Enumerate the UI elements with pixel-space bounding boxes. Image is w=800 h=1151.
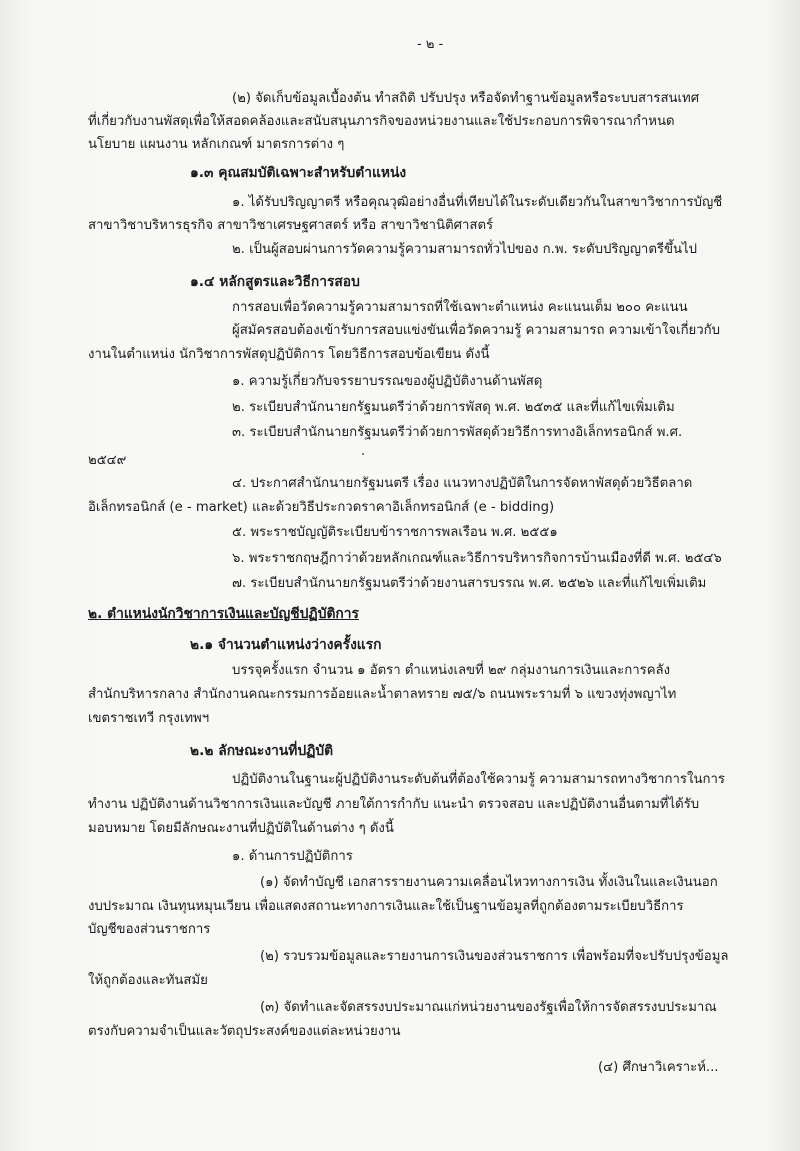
section-heading: ๒.๒ ลักษณะงานที่ปฏิบัติ: [190, 743, 334, 759]
text-line: ๓. ระเบียบสำนักนายกรัฐมนตรีว่าด้วยการพัสดุด้วยวิธีการทางอิเล็กทรอนิกส์ พ.ศ.: [232, 425, 683, 440]
text-line: ตรงกับความจำเป็นและวัตถุประสงค์ของแต่ละหน่วยงาน: [88, 1024, 401, 1039]
section-heading: ๑.๔ หลักสูตรและวิธีการสอบ: [190, 274, 360, 290]
text-line: ปฏิบัติงานในฐานะผู้ปฏิบัติงานระดับต้นที่ต้องใช้ความรู้ ความสามารถทางวิชาการในการ: [232, 772, 725, 787]
text-line: ๑. ความรู้เกี่ยวกับจรรยาบรรณของผู้ปฏิบัติงานด้านพัสดุ: [232, 374, 543, 389]
text-line: (๓) จัดทำและจัดสรรงบประมาณแก่หน่วยงานของรัฐเพื่อให้การจัดสรรงบประมาณ: [260, 1000, 717, 1015]
text-line: สาขาวิชาบริหารธุรกิจ สาขาวิชาเศรษฐศาสตร์ หรือ สาขาวิชานิติศาสตร์: [88, 218, 494, 233]
section-heading: ๑.๓ คุณสมบัติเฉพาะสำหรับตำแหน่ง: [190, 165, 407, 181]
text-line: ให้ถูกต้องและทันสมัย: [88, 973, 208, 988]
scan-speck: [362, 453, 364, 455]
text-line: ๒๕๔๙: [88, 453, 127, 468]
text-line: งบประมาณ เงินทุนหมุนเวียน เพื่อแสดงสถานะทางการเงินและใช้เป็นฐานข้อมูลที่ถูกต้องตามระเบียบวิธีการ: [88, 899, 684, 914]
text-line: (๒) จัดเก็บข้อมูลเบื้องต้น ทำสถิติ ปรับปรุง หรือจัดทำฐานข้อมูลหรือระบบสารสนเทศ: [232, 91, 700, 106]
text-line: ๒. ระเบียบสำนักนายกรัฐมนตรีว่าด้วยการพัสดุ พ.ศ. ๒๕๓๕ และที่แก้ไขเพิ่มเติม: [232, 400, 675, 415]
text-line: ๕. พระราชบัญญัติระเบียบข้าราชการพลเรือน พ.ศ. ๒๕๕๑: [232, 525, 558, 540]
text-line: บรรจุครั้งแรก จำนวน ๑ อัตรา ตำแหน่งเลขที่ ๒๙ กลุ่มงานการเงินและการคลัง: [232, 663, 671, 678]
text-line: (๑) จัดทำบัญชี เอกสารรายงานความเคลื่อนไหวทางการเงิน ทั้งเงินในและเงินนอก: [260, 875, 718, 890]
text-line: สำนักบริหารกลาง สำนักงานคณะกรรมการอ้อยและน้ำตาลทราย ๗๕/๖ ถนนพระรามที่ ๖ แขวงทุ่งพญาไท: [88, 687, 677, 702]
text-line: เขตราชเทวี กรุงเทพฯ: [88, 711, 210, 726]
text-line: (๒) รวบรวมข้อมูลและรายงานการเงินของส่วนราชการ เพื่อพร้อมที่จะปรับปรุงข้อมูล: [260, 949, 729, 964]
text-line: การสอบเพื่อวัดความรู้ความสามารถที่ใช้เฉพาะตำแหน่ง คะแนนเต็ม ๒๐๐ คะแนน: [232, 300, 688, 315]
text-line: ๔. ประกาศสำนักนายกรัฐมนตรี เรื่อง แนวทางปฏิบัติในการจัดหาพัสดุด้วยวิธีตลาด: [232, 476, 693, 491]
text-line: มอบหมาย โดยมีลักษณะงานที่ปฏิบัติในด้านต่าง ๆ ดังนี้: [88, 821, 394, 836]
text-line: ๑. ด้านการปฏิบัติการ: [232, 849, 353, 864]
text-line: บัญชีของส่วนราชการ: [88, 922, 211, 937]
text-line: นโยบาย แผนงาน หลักเกณฑ์ มาตรการต่าง ๆ: [88, 137, 345, 152]
text-line: ทำงาน ปฏิบัติงานด้านวิชาการเงินและบัญชี ภายใต้การกำกับ แนะนำ ตรวจสอบ และปฏิบัติงานอื่นตามที่ได้รับ: [88, 797, 700, 812]
continuation-text: (๔) ศึกษาวิเคราะห์...: [598, 1060, 719, 1075]
text-line: งานในตำแหน่ง นักวิชาการพัสดุปฏิบัติการ โดยวิธีการสอบข้อเขียน ดังนี้: [88, 347, 490, 362]
text-line: ที่เกี่ยวกับงานพัสดุเพื่อให้สอดคล้องและสนับสนุนภารกิจของหน่วยงานและใช้ประกอบการพิจารณากำหนด: [88, 114, 675, 129]
section-heading: ๒.๑ จำนวนตำแหน่งว่างครั้งแรก: [190, 637, 382, 653]
text-line: ๒. เป็นผู้สอบผ่านการวัดความรู้ความสามารถทั่วไปของ ก.พ. ระดับปริญญาตรีขึ้นไป: [232, 242, 698, 257]
text-line: ๗. ระเบียบสำนักนายกรัฐมนตรีว่าด้วยงานสารบรรณ พ.ศ. ๒๕๒๖ และที่แก้ไขเพิ่มเติม: [232, 576, 707, 591]
page-number: - ๒ -: [417, 37, 444, 52]
text-line: ผู้สมัครสอบต้องเข้ารับการสอบแข่งขันเพื่อวัดความรู้ ความสามารถ ความเข้าใจเกี่ยวกับ: [232, 323, 721, 338]
text-line: ๖. พระราชกฤษฎีกาว่าด้วยหลักเกณฑ์และวิธีการบริหารกิจการบ้านเมืองที่ดี พ.ศ. ๒๕๔๖: [232, 551, 722, 566]
section-title: ๒. ตำแหน่งนักวิชาการเงินและบัญชีปฏิบัติการ: [88, 606, 359, 622]
text-line: อิเล็กทรอนิกส์ (e - market) และด้วยวิธีประกวดราคาอิเล็กทรอนิกส์ (e - bidding): [88, 500, 555, 515]
text-line: ๑. ได้รับปริญญาตรี หรือคุณวุฒิอย่างอื่นที่เทียบได้ในระดับเดียวกันในสาขาวิชาการบัญชี: [232, 195, 723, 210]
